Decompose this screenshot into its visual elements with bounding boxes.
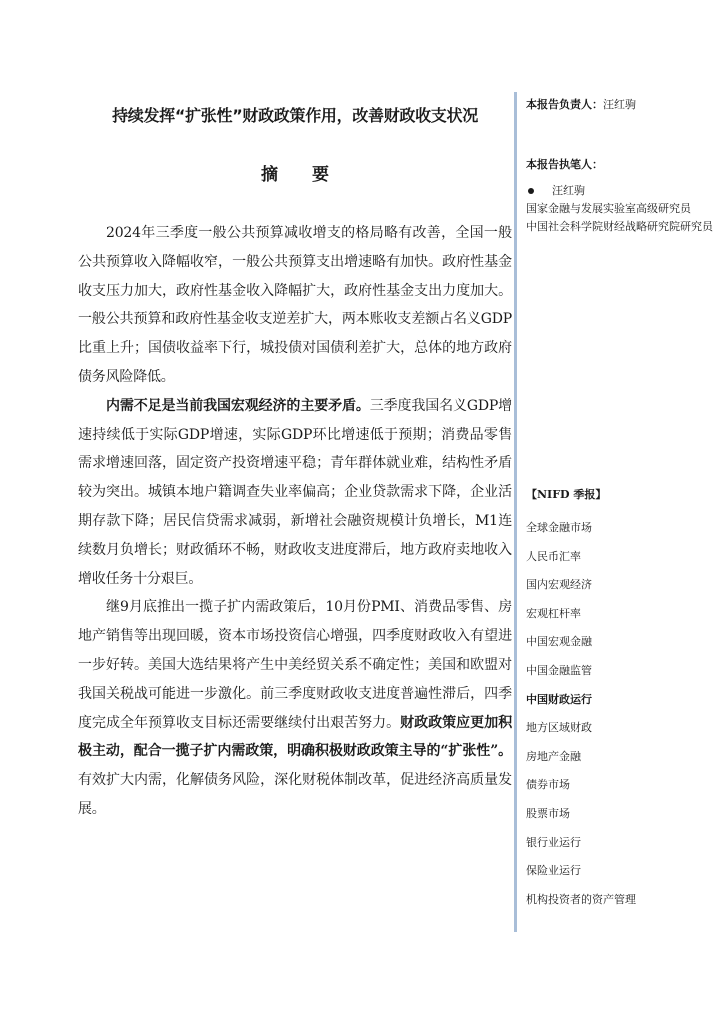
series-item[interactable]: 房地产金融 <box>526 749 581 763</box>
series-item[interactable]: 保险业运行 <box>526 864 581 878</box>
report-responsible <box>526 96 718 114</box>
paragraph-3-conclusion: 有效扩大内需，化解债务风险，深化财税体制改革，促进经济高质量发展。 <box>78 772 512 817</box>
series-item[interactable]: 股票市场 <box>526 806 570 820</box>
series-item[interactable]: 银行业运行 <box>526 835 581 849</box>
series-title: 【NIFD 季报】 <box>526 488 607 501</box>
series-item[interactable]: 宏观杠杆率 <box>526 606 581 620</box>
document-title: 持续发挥“扩张性”财政政策作用，改善财政收支状况 <box>112 106 478 125</box>
key-point-bold: 内需不足是当前我国宏观经济的主要矛盾。 <box>106 397 370 414</box>
abstract-paragraph-1: 2024年三季度一般公共预算减收增支的格局略有改善，全国一般公共预算收入降幅收窄，一般公共预算支出增速略有加快。政府性基金收支压力加大，政府性基金收入降幅扩大，政府性基金支出力度加大。一般公共预算和政府性基金收支逆差扩大，两本账收支差额占名义GDP比重上升；国债收益率下行，城投债对国债利差扩大，总体的地方政府债务风险降低。 <box>78 225 512 385</box>
series-items <box>526 514 718 914</box>
nifd-series-list <box>526 486 718 914</box>
series-item[interactable]: 国内宏观经济 <box>526 578 592 592</box>
sidebar-divider <box>514 92 517 932</box>
paragraph-3-body: 继9月底推出一揽子扩内需政策后，10月份PMI、消费品零售、房地产销售等出现回暖，资本市场投资信心增强，四季度财政收入有望进一步好转。美国大选结果将产生中美经贸关系不确定性；美国和欧盟对我国关税战可能进一步激化。前三季度财政收支进度普遍性滞后，四季度完成全年预算收支目标还需要继续付出艰苦努力。 <box>78 599 512 731</box>
responsible-name: 汪红驹 <box>603 98 636 111</box>
series-item[interactable]: 人民币汇率 <box>526 549 581 563</box>
author-label: 本报告执笔人： <box>526 158 603 171</box>
paragraph-2-body: 三季度我国名义GDP增速持续低于实际GDP增速，实际GDP环比增速低于预期；消费品零售需求增速回落，固定资产投资增速平稳；青年群体就业难，结构性矛盾较为突出。城镇本地户籍调查失业率偏高；企业贷款需求下降，企业活期存款下降；居民信贷需求减弱，新增社会融资规模计负增长，M1连续数月负增长；财政循环不畅，财政收支进度滞后，地方政府卖地收入增收任务十分艰巨。 <box>78 397 512 587</box>
series-item[interactable]: 中国财政运行 <box>526 692 592 706</box>
series-item[interactable]: 地方区域财政 <box>526 721 592 735</box>
series-item[interactable]: 中国宏观金融 <box>526 635 592 649</box>
series-item[interactable]: 全球金融市场 <box>526 521 592 534</box>
bullet-icon <box>528 188 534 194</box>
abstract-heading: 摘 要 <box>261 165 343 185</box>
author-affiliation-2: 中国社会科学院财经战略研究院研究员 <box>526 220 713 233</box>
policy-recommendation-bold: 财政政策应更加积极主动，配合一揽子扩内需政策，明确积极财政政策主导的“扩张性”。 <box>78 714 512 760</box>
report-authors <box>526 156 718 236</box>
series-item[interactable]: 债券市场 <box>526 778 570 792</box>
responsible-label: 本报告负责人： <box>526 98 603 111</box>
series-item[interactable]: 机构投资者的资产管理 <box>526 892 636 906</box>
abstract-paragraph-2 <box>78 392 512 594</box>
author-entry <box>526 182 718 200</box>
author-affiliation-1: 国家金融与发展实验室高级研究员 <box>526 202 691 215</box>
abstract-paragraph-3 <box>78 593 512 823</box>
series-item[interactable]: 中国金融监管 <box>526 663 592 677</box>
main-column <box>78 90 512 824</box>
author-name: 汪红驹 <box>552 184 585 197</box>
